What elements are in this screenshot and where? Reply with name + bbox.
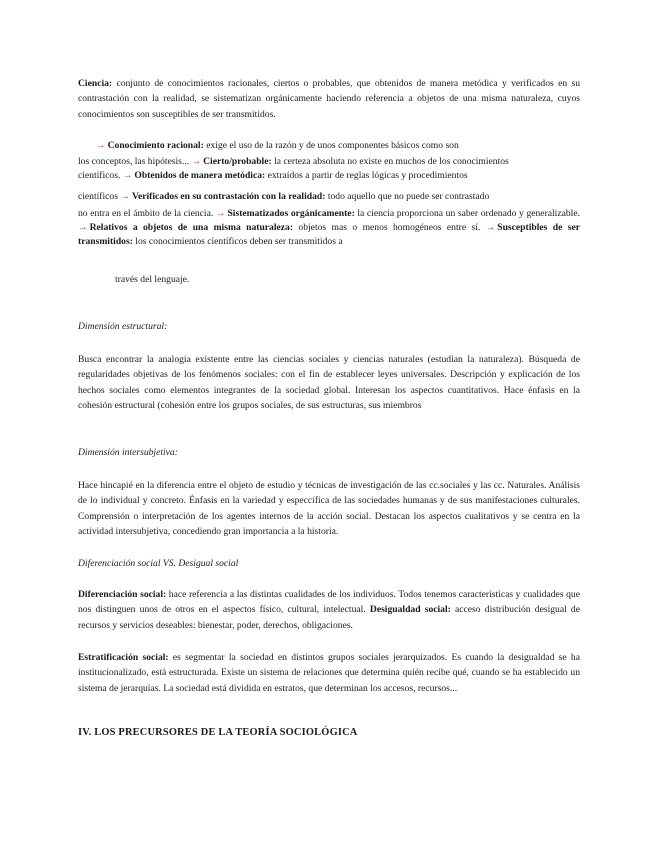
- list-paragraph: [78, 207, 580, 250]
- arrow-right-icon: →: [215, 208, 226, 219]
- section-title-diferenciacion: Diferenciación social VS. Desigual social: [78, 558, 239, 569]
- list-term-relativos: Relativos a objetos de una misma naturaleza:: [89, 222, 294, 234]
- list-term-racional: Conocimiento racional:: [107, 140, 204, 151]
- list-text: los conceptos, las hipótesis...: [78, 156, 192, 167]
- intersubjetiva-paragraph: Hace hincapié en la diferencia entre el objeto de estudio y técnicas de investigación de las cc.sociales y las cc. Naturales. Análisis de lo individual y concreto. Énfasis en la variedad y especcífica de las sociedades humanas y de sus manifestaciones culturales. Comprensión o interpretación de los agentes internos de la acción social. Destacan los aspectos cualitativos y se centra en la actividad intersubjetiva, concediendo gran importancia a la historia.: [78, 480, 580, 538]
- ciencia-paragraph: [78, 76, 580, 122]
- list-text: científicos: [78, 191, 121, 202]
- list-text: exige el uso de la razón y de unos componentes básicos como son: [203, 140, 459, 151]
- list-text: científicos.: [78, 170, 123, 181]
- list-line-last: través del lenguaje.: [115, 274, 190, 285]
- list-text: objetos mas o menos homogéneos entre sí.: [293, 222, 486, 234]
- desigualdad-text: acceso distribución desigual de recursos y servicios deseables: bienestar, poder, derechos, obligaciones.: [78, 604, 580, 631]
- list-line-2: [78, 155, 509, 168]
- list-term-sistematizados: Sistematizados orgánicamente:: [227, 208, 355, 219]
- list-text: la ciencia proporciona un saber ordenado y generalizable.: [354, 208, 580, 219]
- list-term-cierto: Cierto/probable:: [203, 156, 272, 167]
- list-line-3: [78, 169, 468, 182]
- list-text: los conocimientos científicos deben ser transmitidos a: [132, 236, 343, 248]
- estructural-paragraph: Busca encontrar la analogía existente entre las ciencias sociales y ciencias naturales (estudian la naturaleza). Búsqueda de regularidades objetivas de los fenómenos sociales: con el fin de establecer leyes universales. Descripción y explicación de los hechos sociales como elementos integrantes de la sociedad global. Interesan los aspectos cuantitativos. Hace énfasis en la cohesión estructural (cohesión entre los grupos sociales, de sus estructuras, sus miembros: [78, 354, 580, 412]
- list-line-1: [96, 139, 459, 152]
- estratificacion-paragraph: [78, 650, 580, 696]
- diferenciacion-paragraph: [78, 587, 580, 633]
- list-term-susceptibles: Susceptibles de ser transmitidos:: [78, 222, 580, 248]
- term-desigualdad: Desigualdad social:: [369, 604, 451, 616]
- list-term-metodica: Obtenidos de manera metódica:: [134, 170, 266, 181]
- list-line-4: [78, 190, 489, 203]
- section-heading: IV. LOS PRECURSORES DE LA TEORÍA SOCIOLÓGICA: [78, 727, 358, 738]
- arrow-right-icon: →: [485, 222, 496, 234]
- section-title-intersubjetiva: Dimensión intersubjetiva:: [78, 447, 178, 458]
- arrow-right-icon: →: [122, 170, 133, 181]
- ciencia-text: conjunto de conocimientos racionales, ciertos o probables, que obtenidos de manera metódica y verificados en su contrastación con la realidad, se sistematizan orgánicamente haciendo referencia a objetos de una misma naturaleza, cuyos conocimientos son susceptibles de ser transmitidos.: [78, 78, 580, 120]
- estratificacion-text: es segmentar la sociedad en distintos grupos sociales jerarquizados. Es cuando la desigualdad se ha institucionalizado, está estructurada. Existe un sistema de relaciones que determina quién recibe qué, cuando se ha establecido un sistema de jerarquías. La sociedad está dividida en estratos, que determinan los accesos, recursos...: [78, 652, 580, 694]
- term-diferenciacion: Diferenciación social:: [78, 589, 167, 600]
- arrow-right-icon: →: [120, 191, 130, 202]
- ciencia-term: Ciencia:: [78, 78, 113, 89]
- diferenciacion-text: hace referencia a las distintas cualidades de los individuos. Todos tenemos características y cualidades que nos distinguen unos de otros en el aspectos físico, cultural, intelectual.: [78, 589, 580, 616]
- arrow-right-icon: →: [191, 156, 202, 167]
- list-text: la certeza absoluta no existe en muchos de los conocimientos: [271, 156, 509, 167]
- term-estratificacion: Estratificación social:: [78, 652, 169, 663]
- section-title-estructural: Dimensión estructural:: [78, 321, 168, 332]
- arrow-right-icon: →: [96, 140, 106, 151]
- arrow-right-icon: →: [78, 222, 88, 234]
- list-term-verificados: Verificados en su contrastación con la realidad:: [131, 191, 326, 202]
- list-text: todo aquello que no puede ser contrastado: [325, 191, 490, 202]
- list-text: no entra en el ámbito de la ciencia.: [78, 208, 216, 219]
- list-text: extraídos a partir de reglas lógicas y procedimientos: [265, 170, 468, 181]
